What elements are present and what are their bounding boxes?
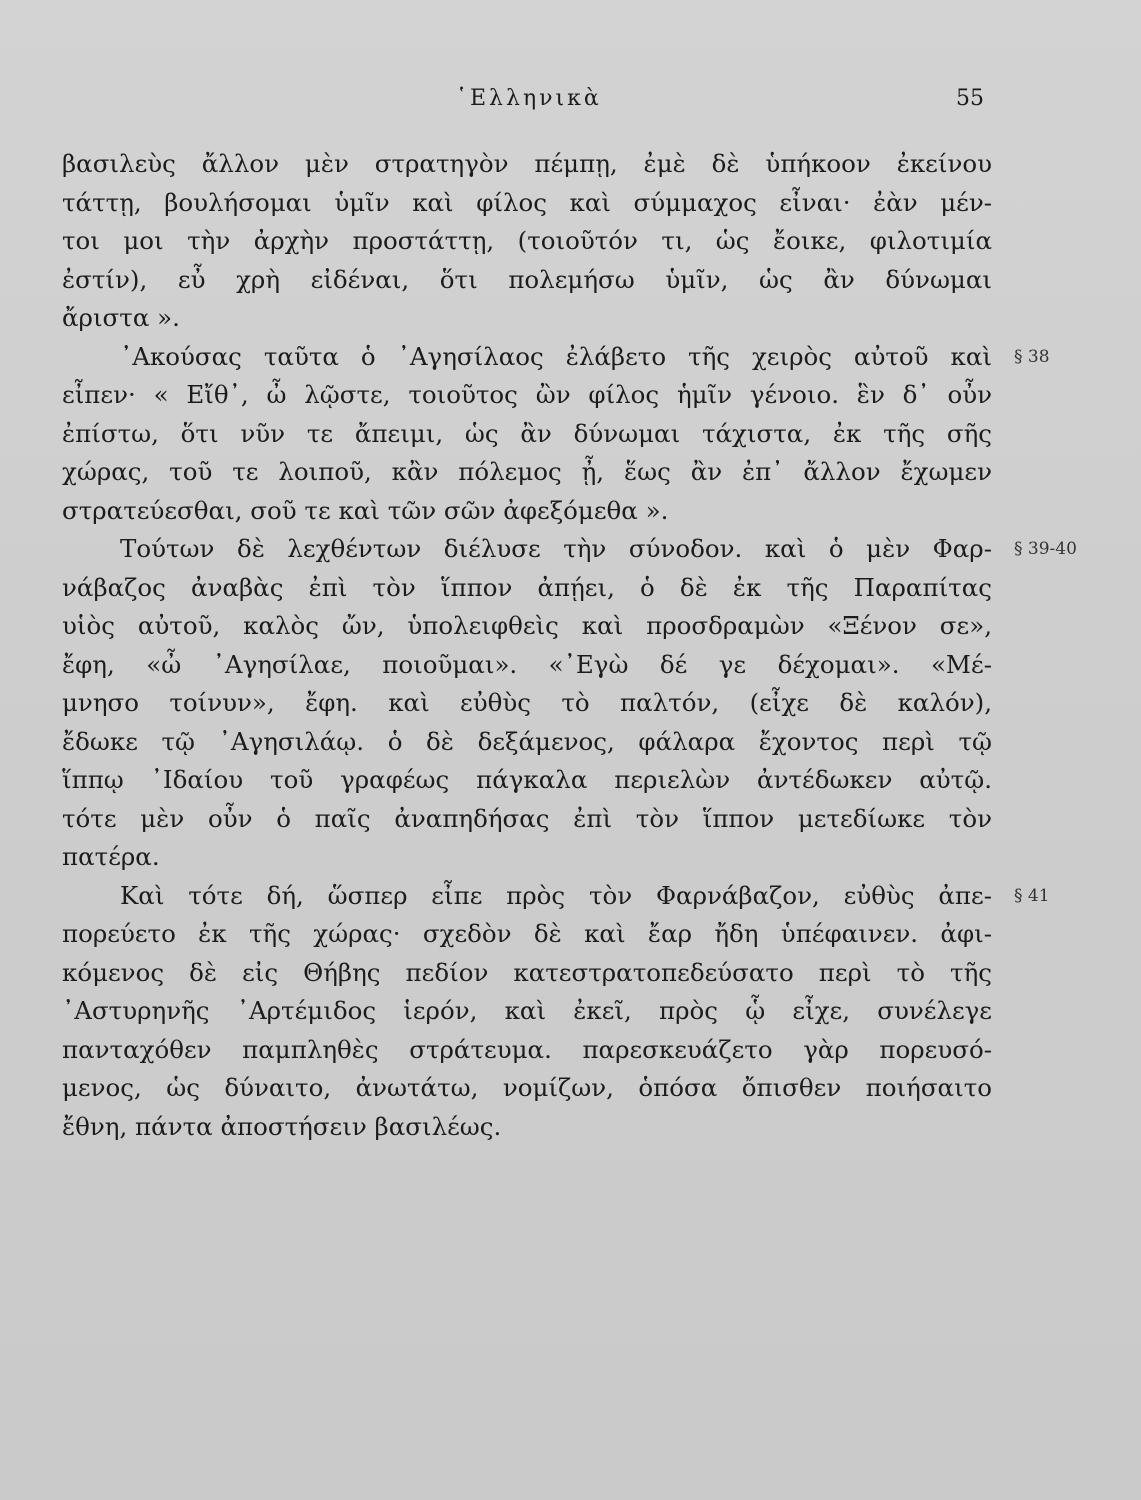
text-line-content: ἐπίστω, ὅτι νῦν τε ἄπειμι, ὡς ἂν δύνωμαι τάχιστα, ἐκ τῆς σῆς xyxy=(62,418,992,448)
text-line xyxy=(62,261,1062,300)
text-line-content: Τούτων δὲ λεχθέντων διέλυσε τὴν σύνοδον. καὶ ὁ μὲν Φαρ- xyxy=(120,534,992,563)
text-line xyxy=(62,838,1062,877)
text-line xyxy=(62,1031,1062,1070)
text-line-content: ᾿Ακούσας ταῦτα ὁ ᾿Αγησίλαος ἐλάβετο τῆς χειρὸς αὐτοῦ καὶ xyxy=(120,341,992,371)
text-line-content: ἔφη, «ὦ ᾿Αγησίλαε, ποιοῦμαι». «᾿Εγὼ δέ γε δέχομαι». «Μέ- xyxy=(62,649,992,679)
text-line xyxy=(62,415,1062,454)
text-line-content: ᾿Αστυρηνῆς ᾿Αρτέμιδος ἱερόν, καὶ ἐκεῖ, πρὸς ᾧ εἶχε, συνέλεγε xyxy=(62,996,992,1025)
text-line-content: κόμενος δὲ εἰς Θήβης πεδίον κατεστρατοπεδεύσατο περὶ τὸ τῆς xyxy=(62,957,992,987)
text-line-content: τάττῃ, βουλήσομαι ὑμῖν καὶ φίλος καὶ σύμμαχος εἶναι· ἐὰν μέν- xyxy=(62,187,992,217)
text-line xyxy=(62,607,1062,646)
text-line-content: μνησο τοίνυν», ἔφη. καὶ εὐθὺς τὸ παλτόν, (εἶχε δὲ καλόν), xyxy=(62,688,992,717)
section-marginal-note: § 38 xyxy=(1014,346,1050,367)
text-line xyxy=(62,723,1062,762)
text-line-content: βασιλεὺς ἄλλον μὲν στρατηγὸν πέμπῃ, ἐμὲ δὲ ὑπήκοον ἐκείνου xyxy=(62,149,992,178)
text-line xyxy=(62,222,1062,261)
text-line-content: χώρας, τοῦ τε λοιποῦ, κἂν πόλεμος ᾖ, ἕως ἂν ἐπ᾿ ἄλλον ἔχωμεν xyxy=(62,457,992,486)
text-line xyxy=(62,338,1062,377)
text-line-content: ἵππῳ ᾿Ιδαίου τοῦ γραφέως πάγκαλα περιελὼν ἀντέδωκεν αὐτῷ. xyxy=(62,765,992,794)
text-line-content: ἄριστα ». xyxy=(62,303,180,332)
text-line-content: πανταχόθεν παμπληθὲς στράτευμα. παρεσκευάζετο γὰρ πορευσό- xyxy=(62,1034,992,1064)
text-line-content: πατέρα. xyxy=(62,842,160,871)
body-text xyxy=(62,145,1077,1146)
text-line-content: ἐστίν), εὖ χρὴ εἰδέναι, ὅτι πολεμήσω ὑμῖν, ὡς ἂν δύνωμαι xyxy=(62,264,992,294)
running-title: ῾Ελληνικὰ xyxy=(456,86,602,111)
text-line xyxy=(62,184,1062,223)
text-line xyxy=(62,569,1062,608)
text-line xyxy=(62,877,1062,916)
section-marginal-note: § 39-40 xyxy=(1014,539,1077,559)
text-line xyxy=(62,761,1062,800)
text-line-content: στρατεύεσθαι, σοῦ τε καὶ τῶν σῶν ἀφεξόμεθα ». xyxy=(62,495,669,525)
text-line-content: τοι μοι τὴν ἀρχὴν προστάττῃ, (τοιοῦτόν τι, ὡς ἔοικε, φιλοτιμία xyxy=(62,226,992,255)
text-line xyxy=(62,915,1062,954)
text-line xyxy=(62,530,1077,569)
text-line-content: ἔθνη, πάντα ἀποστήσειν βασιλέως. xyxy=(62,1111,502,1141)
text-line xyxy=(62,646,1062,685)
text-line xyxy=(62,992,1062,1031)
text-line-content: Καὶ τότε δή, ὥσπερ εἶπε πρὸς τὸν Φαρνάβαζον, εὐθὺς ἀπε- xyxy=(120,880,992,910)
running-head xyxy=(0,86,1141,116)
text-line xyxy=(62,299,1062,338)
text-line xyxy=(62,684,1062,723)
page-number: 55 xyxy=(956,86,984,111)
text-line xyxy=(62,376,1062,415)
text-line xyxy=(62,145,1062,184)
text-line-content: εἶπεν· « Εἴθ᾿, ὦ λῷστε, τοιοῦτος ὢν φίλος ἡμῖν γένοιο. ἓν δ᾿ οὖν xyxy=(62,380,992,409)
text-line-content: τότε μὲν οὖν ὁ παῖς ἀναπηδήσας ἐπὶ τὸν ἵππον μετεδίωκε τὸν xyxy=(62,803,992,833)
text-line xyxy=(62,800,1062,839)
text-line-content: μενος, ὡς δύναιτο, ἀνωτάτω, νομίζων, ὁπόσα ὄπισθεν ποιήσαιτο xyxy=(62,1073,992,1102)
text-line xyxy=(62,1108,1062,1147)
text-line-content: ἔδωκε τῷ ᾿Αγησιλάῳ. ὁ δὲ δεξάμενος, φάλαρα ἔχοντος περὶ τῷ xyxy=(62,726,992,756)
text-line xyxy=(62,453,1062,492)
text-line xyxy=(62,492,1062,531)
section-marginal-note: § 41 xyxy=(1014,885,1050,906)
text-line xyxy=(62,954,1062,993)
text-line-content: πορεύετο ἐκ τῆς χώρας· σχεδὸν δὲ καὶ ἔαρ ἤδη ὑπέφαινεν. ἀφι- xyxy=(62,919,992,948)
text-line-content: υἱὸς αὐτοῦ, καλὸς ὤν, ὑπολειφθεὶς καὶ προσδραμὼν «Ξένον σε», xyxy=(62,611,992,640)
text-line xyxy=(62,1069,1062,1108)
text-line-content: νάβαζος ἀναβὰς ἐπὶ τὸν ἵππον ἀπῄει, ὁ δὲ ἐκ τῆς Παραπίτας xyxy=(62,572,992,602)
